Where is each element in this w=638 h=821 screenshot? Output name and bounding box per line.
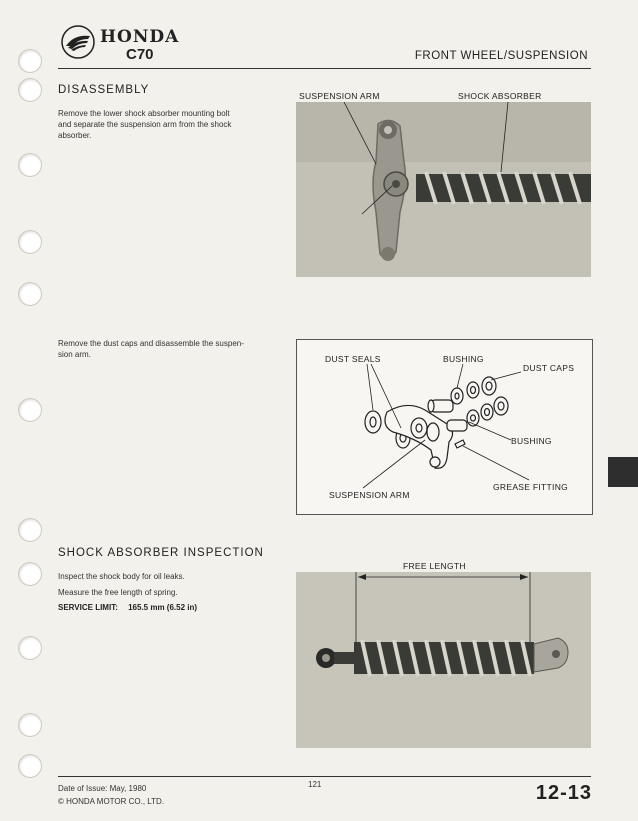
photo-arm-and-shock xyxy=(296,102,591,277)
footer-rule xyxy=(58,776,591,777)
inspection-heading: SHOCK ABSORBER INSPECTION xyxy=(58,547,264,559)
photo-arm-and-shock-illustration xyxy=(296,102,591,277)
binder-hole xyxy=(18,49,42,73)
binder-hole xyxy=(18,153,42,177)
binder-hole xyxy=(18,78,42,102)
label-bushing-top: BUSHING xyxy=(443,354,484,364)
service-limit-label: SERVICE LIMIT: xyxy=(58,603,118,612)
section-index-tab xyxy=(608,457,638,487)
text-line: sion arm. xyxy=(58,350,91,359)
binder-hole xyxy=(18,230,42,254)
disassembly-step1 xyxy=(58,108,283,141)
binder-hole xyxy=(18,562,42,586)
header-rule xyxy=(58,68,591,69)
binder-hole xyxy=(18,754,42,778)
binder-hole xyxy=(18,398,42,422)
binder-hole xyxy=(18,518,42,542)
service-limit xyxy=(58,603,197,612)
service-limit-value: 165.5 mm (6.52 in) xyxy=(128,603,198,612)
copyright: © HONDA MOTOR CO., LTD. xyxy=(58,797,165,806)
label-free-length: FREE LENGTH xyxy=(403,561,466,571)
inspection-line1: Inspect the shock body for oil leaks. xyxy=(58,572,185,581)
text-line: absorber. xyxy=(58,131,92,140)
page-number: 12-13 xyxy=(535,782,592,804)
binder-hole xyxy=(18,282,42,306)
brand-name: HONDA xyxy=(100,27,180,47)
label-dust-caps: DUST CAPS xyxy=(523,363,575,373)
text-line: Remove the dust caps and disassemble the suspen- xyxy=(58,339,244,348)
center-number: 121 xyxy=(308,780,322,789)
label-dust-seals: DUST SEALS xyxy=(325,354,381,364)
photo-shock-absorber-illustration xyxy=(296,572,591,748)
section-title: FRONT WHEEL/SUSPENSION xyxy=(414,50,588,62)
label-shock-absorber: SHOCK ABSORBER xyxy=(458,91,542,101)
exploded-diagram xyxy=(296,339,593,515)
model-name: C70 xyxy=(126,46,154,63)
text-line: and separate the suspension arm from the shock xyxy=(58,120,232,129)
inspection-line2: Measure the free length of spring. xyxy=(58,588,178,597)
label-grease-fitting: GREASE FITTING xyxy=(493,482,569,492)
binder-hole xyxy=(18,636,42,660)
disassembly-heading: DISASSEMBLY xyxy=(58,84,150,96)
issue-date: Date of Issue: May, 1980 xyxy=(58,784,147,793)
label-bushing-right: BUSHING xyxy=(511,436,552,446)
disassembly-step2 xyxy=(58,338,283,360)
label-suspension-arm: SUSPENSION ARM xyxy=(299,91,380,101)
honda-wing-logo-icon xyxy=(60,24,96,60)
label-suspension-arm-diagram: SUSPENSION ARM xyxy=(329,490,410,500)
text-line: Remove the lower shock absorber mounting bolt xyxy=(58,109,230,118)
binder-hole xyxy=(18,713,42,737)
photo-shock-absorber xyxy=(296,572,591,748)
